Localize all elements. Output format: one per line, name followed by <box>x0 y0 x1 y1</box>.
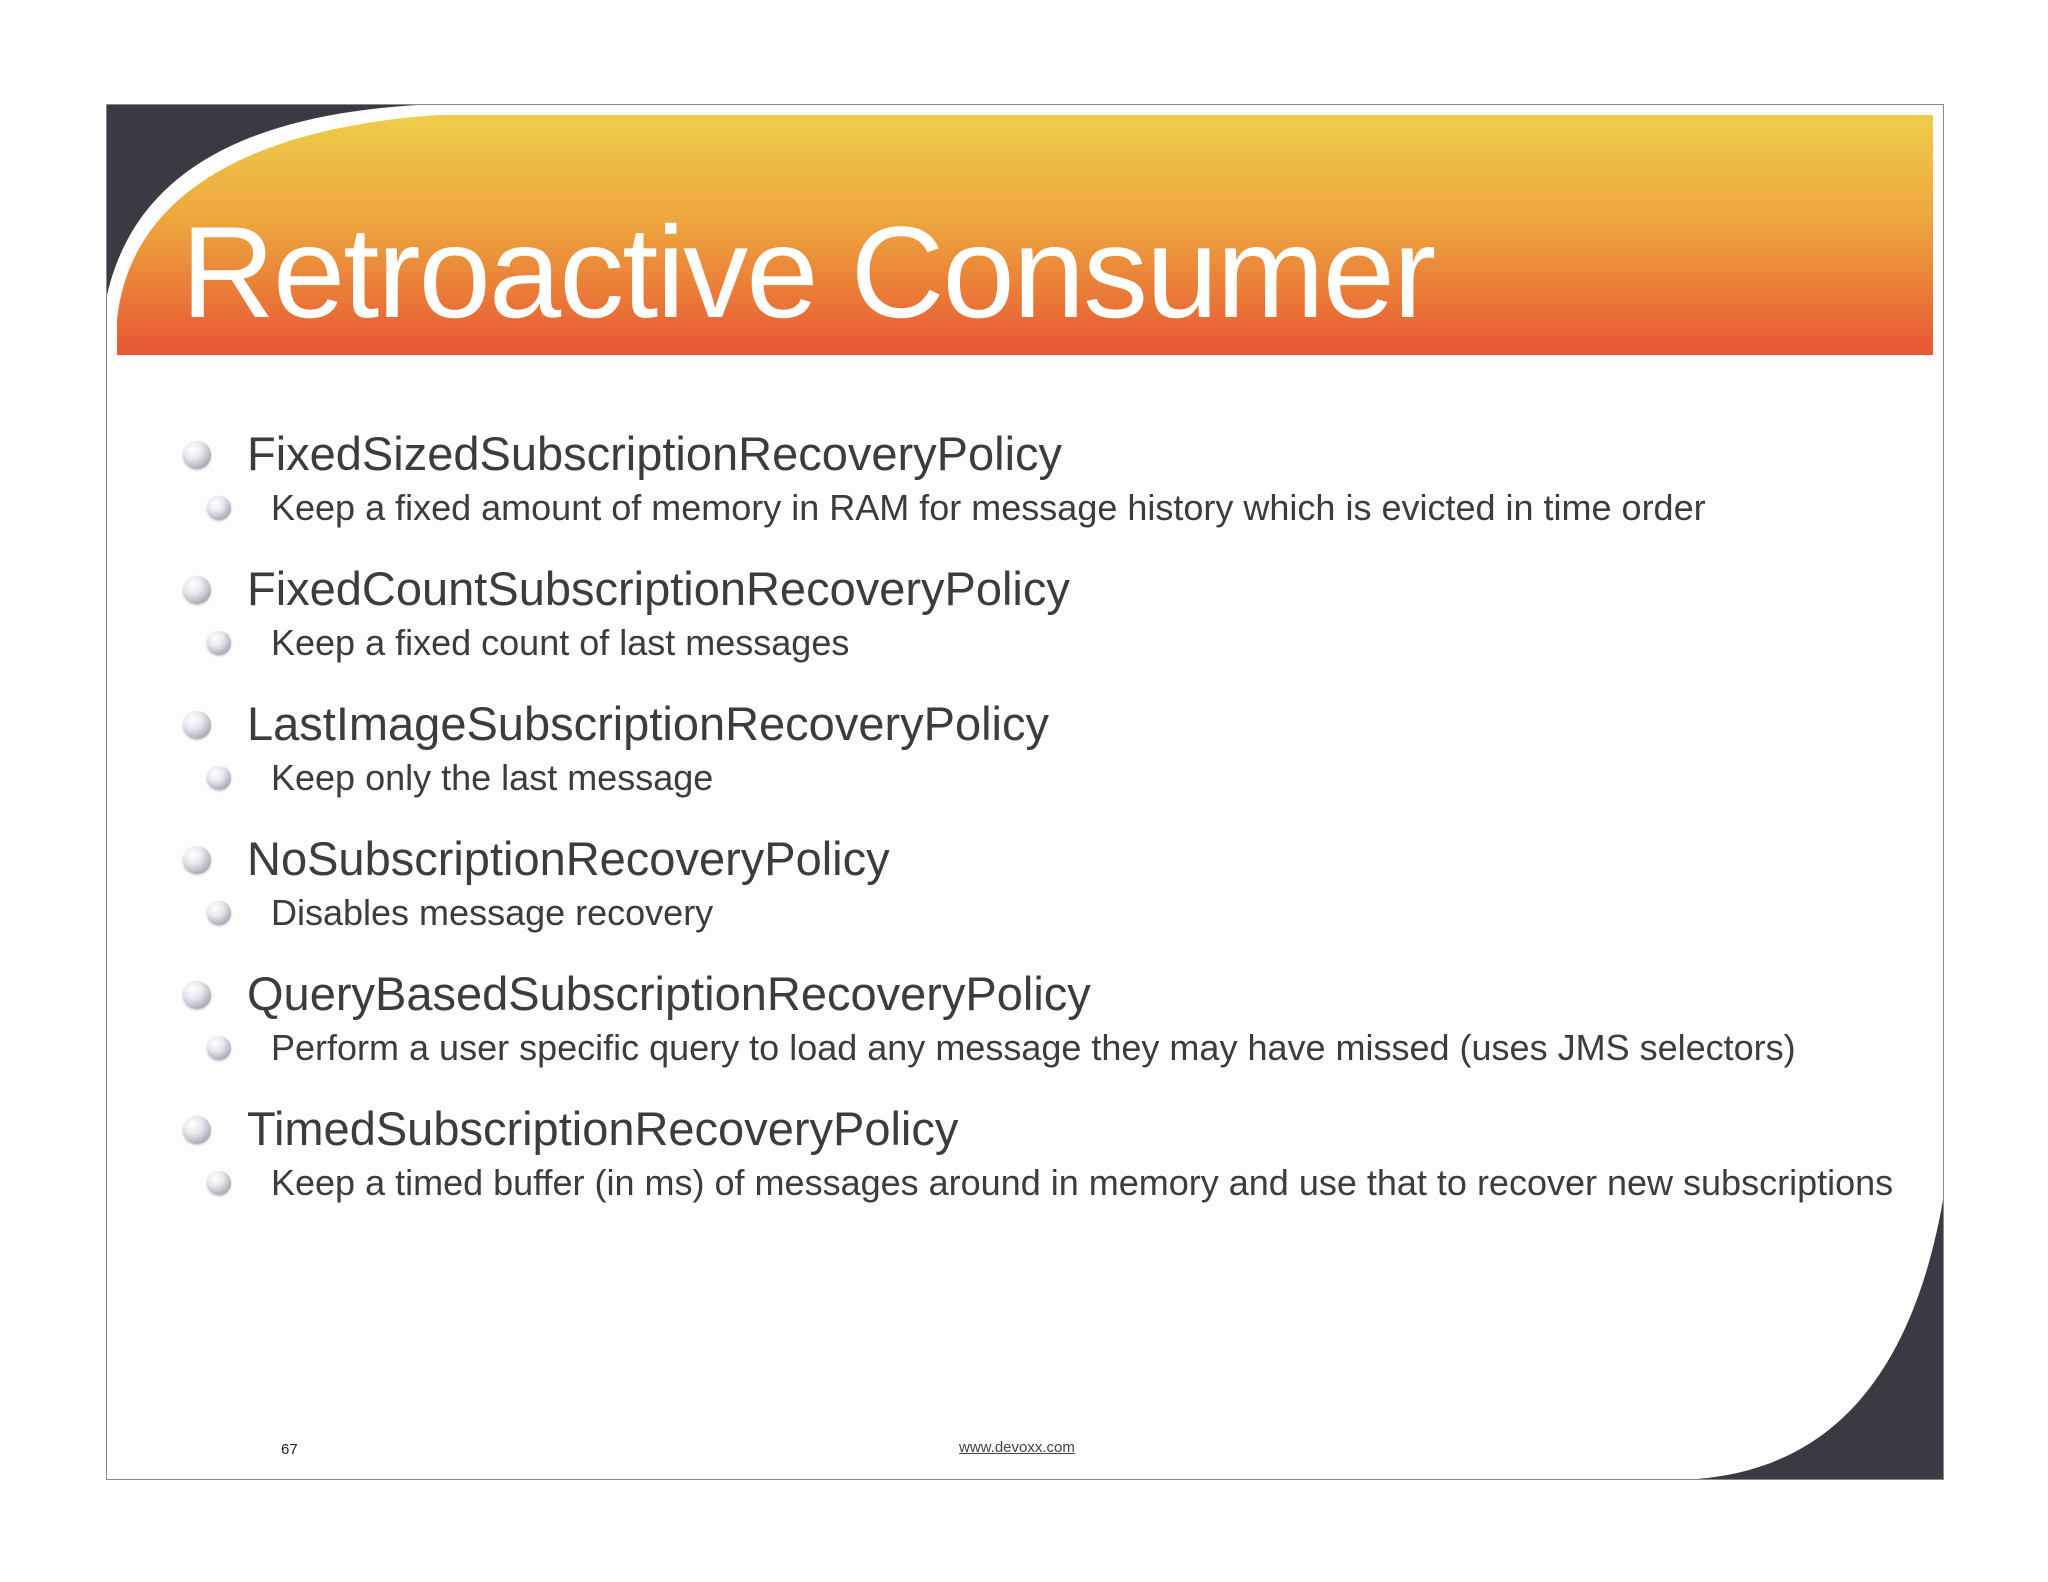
bullet-icon <box>207 901 231 925</box>
corner-bottom-right <box>1697 1200 1943 1479</box>
policy-name: FixedCountSubscriptionRecoveryPolicy <box>247 562 1070 615</box>
bullet-icon <box>183 711 211 739</box>
list-item <box>177 620 1897 665</box>
policy-name: LastImageSubscriptionRecoveryPolicy <box>247 697 1049 750</box>
bullet-icon <box>207 1036 231 1060</box>
list-item <box>177 1025 1897 1070</box>
bullet-icon <box>183 576 211 604</box>
slide-title: Retroactive Consumer <box>181 199 1435 345</box>
footer-link[interactable]: www.devoxx.com <box>959 1439 1075 1456</box>
list-item <box>177 755 1897 800</box>
bullet-list <box>177 423 1897 1233</box>
policy-description: Perform a user specific query to load any message they may have missed (uses JMS selectors) <box>271 1027 1796 1068</box>
bullet-icon <box>207 766 231 790</box>
bullet-icon <box>183 441 211 469</box>
bullet-icon <box>207 631 231 655</box>
list-item <box>177 890 1897 935</box>
slide <box>106 104 1944 1480</box>
page-number: 67 <box>281 1441 298 1458</box>
bullet-icon <box>207 1171 231 1195</box>
list-item <box>177 828 1897 890</box>
list-item <box>177 1098 1897 1160</box>
list-item <box>177 963 1897 1025</box>
bullet-icon <box>183 846 211 874</box>
policy-name: QueryBasedSubscriptionRecoveryPolicy <box>247 967 1091 1020</box>
list-item <box>177 558 1897 620</box>
list-item <box>177 1160 1897 1205</box>
policy-description: Keep only the last message <box>271 757 714 798</box>
policy-name: FixedSizedSubscriptionRecoveryPolicy <box>247 427 1063 480</box>
bullet-icon <box>183 1116 211 1144</box>
list-item <box>177 485 1897 530</box>
policy-description: Keep a fixed count of last messages <box>271 622 850 663</box>
list-item <box>177 423 1897 485</box>
policy-name: TimedSubscriptionRecoveryPolicy <box>247 1102 959 1155</box>
policy-description: Disables message recovery <box>271 892 714 933</box>
list-item <box>177 693 1897 755</box>
bullet-icon <box>207 496 231 520</box>
bullet-icon <box>183 981 211 1009</box>
policy-name: NoSubscriptionRecoveryPolicy <box>247 832 890 885</box>
policy-description: Keep a fixed amount of memory in RAM for message history which is evicted in time order <box>271 487 1706 528</box>
policy-description: Keep a timed buffer (in ms) of messages around in memory and use that to recover new subscriptions <box>271 1162 1894 1203</box>
